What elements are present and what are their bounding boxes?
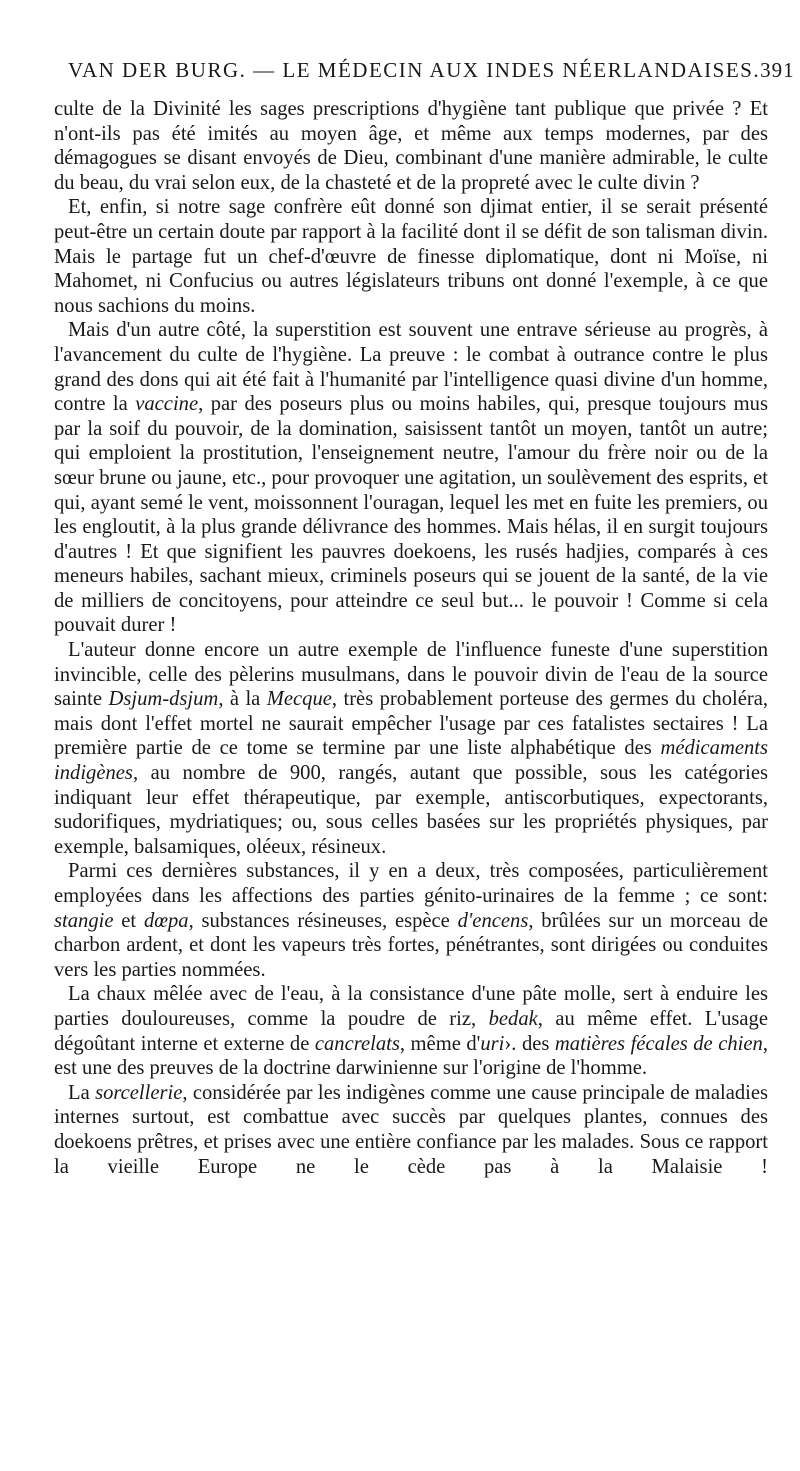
- page-number: 391: [760, 58, 795, 82]
- italic-text: sorcellerie: [95, 1081, 183, 1104]
- text-run: Parmi ces dernières substances, il y en a deux, très composées, particulièrement employées dans les affections des parties génito-urinaires de la femme ; ce sont:: [54, 860, 768, 907]
- paragraph: [54, 1081, 768, 1179]
- running-title: VAN DER BURG. — LE MÉDECIN AUX INDES NÉERLANDAISES.: [68, 58, 761, 82]
- italic-text: médicaments indigènes: [54, 737, 768, 785]
- text-run: , considérée par les indigènes comme une cause principale de maladies internes surtout, est combattue avec succès par quelques plantes, connues des doekoens prêtres, et prises avec une entière confiance par les malades. Sous ce rapport la vieille Europe ne le cède pas à la Malaisie !: [54, 1081, 769, 1178]
- text-run: L'auteur donne encore un autre exemple de l'influence funeste d'une superstition invincible, celle des pèlerins musulmans, dans le pouvoir divin de l'eau de la source sainte: [54, 639, 768, 711]
- text-run: culte de la Divinité les sages prescriptions d'hygiène tant publique que privée ? Et n'ont-ils pas été imités au moyen âge, et même aux temps modernes, par des démagogues se disant envoyés de Dieu, combinant d'une manière admirable, le culte du beau, du vrai selon eux, de la chasteté et de la propreté avec le culte divin ?: [54, 98, 768, 194]
- text-run: , au nombre de 900, rangés, autant que possible, sous les catégories indiquant leur effet thérapeutique, par exemple, antiscorbutiques, expectorants, sudorifiques, mydriatiques; ou, sous celles basées sur les propriétés physiques, par exemple, balsamiques, oléeux, résineux.: [54, 762, 768, 858]
- paragraph: [54, 982, 768, 1080]
- text-run: La: [68, 1081, 96, 1104]
- paragraph: [54, 859, 768, 982]
- text-run: , est une des preuves de la doctrine darwinienne sur l'origine de l'homme.: [54, 1032, 768, 1080]
- text-run: , très probablement porteuse des germes du choléra, mais dont l'effet mortel ne saurait empêcher l'usage par ces fatalistes sectaires ! La première partie de ce tome se termine par une liste alphabétique des: [54, 688, 768, 760]
- text-run: , brûlées sur un morceau de charbon ardent, et dont les vapeurs très fortes, pénétrantes, sont dirigées ou conduites vers les parties nommées.: [54, 909, 768, 981]
- body-text: [54, 97, 768, 1179]
- text-run: et: [113, 909, 144, 932]
- text-run: La chaux mêlée avec de l'eau, à la consistance d'une pâte molle, sert à enduire les parties douloureuses, comme la poudre de riz,: [54, 983, 768, 1030]
- text-run: Et, enfin, si notre sage confrère eût donné son djimat entier, il se serait présenté peut-être un certain doute par rapport à la facilité dont il se défit de son talisman divin. Mais le partage fut un chef-d'œuvre de finesse diplomatique, dont ni Moïse, ni Mahomet, ni Confucius ou autres législateurs tribuns ont donné l'exemple, à ce que nous sachions du moins.: [54, 196, 768, 317]
- italic-text: dœpa: [143, 909, 189, 932]
- running-header: [54, 58, 795, 83]
- text-run: , par des poseurs plus ou moins habiles, qui, presque toujours mus par la soif du pouvoir, de la domination, saisissent tantôt un moyen, tantôt un autre; qui emploient la prostitution, l'enseignement neutre, l'amour du frère noir ou de la sœur brune ou jaune, etc., pour provoquer une agitation, un soulèvement des esprits, et qui, ayant semé le vent, moissonnent l'ouragan, lequel les met en fuite les premiers, ou les engloutit, à la plus grande délivrance des hommes. Mais hélas, il en surgit toujours d'autres ! Et que signifient les pauvres doekoens, les rusés hadjies, comparés à ces meneurs habiles, sachant mieux, criminels poseurs qui se jouent de la santé, de la vie de milliers de concitoyens, pour atteindre ce seul but... le pouvoir ! Comme si cela pouvait durer !: [54, 393, 768, 637]
- italic-text: bedak: [488, 1007, 538, 1030]
- italic-text: d'encens: [457, 909, 529, 932]
- text-run: ›. des: [504, 1032, 555, 1055]
- paragraph: [54, 638, 768, 859]
- italic-text: Dsjum-dsjum: [108, 688, 219, 711]
- text-run: , substances résineuses, espèce: [188, 909, 458, 932]
- book-page: [54, 58, 795, 1179]
- text-run: , même d': [399, 1032, 481, 1055]
- italic-text: Mecque: [266, 688, 332, 711]
- paragraph: [54, 97, 768, 195]
- italic-text: matières fécales de chien: [554, 1032, 763, 1055]
- paragraph: [54, 318, 768, 638]
- text-run: , au même effet. L'usage dégoûtant interne et externe de: [54, 1007, 768, 1055]
- text-run: Mais d'un autre côté, la superstition est souvent une entrave sérieuse au progrès, à l'avancement du culte de l'hygiène. La preuve : le combat à outrance contre le plus grand des dons qui ait été fait à l'humanité par l'intelligence quasi divine d'un homme, contre la: [54, 319, 768, 416]
- italic-text: vaccine: [135, 393, 199, 416]
- italic-text: uri: [480, 1032, 505, 1055]
- italic-text: stangie: [54, 909, 114, 932]
- text-run: , à la: [218, 688, 267, 711]
- italic-text: cancrelats: [314, 1032, 400, 1055]
- paragraph: [54, 195, 768, 318]
